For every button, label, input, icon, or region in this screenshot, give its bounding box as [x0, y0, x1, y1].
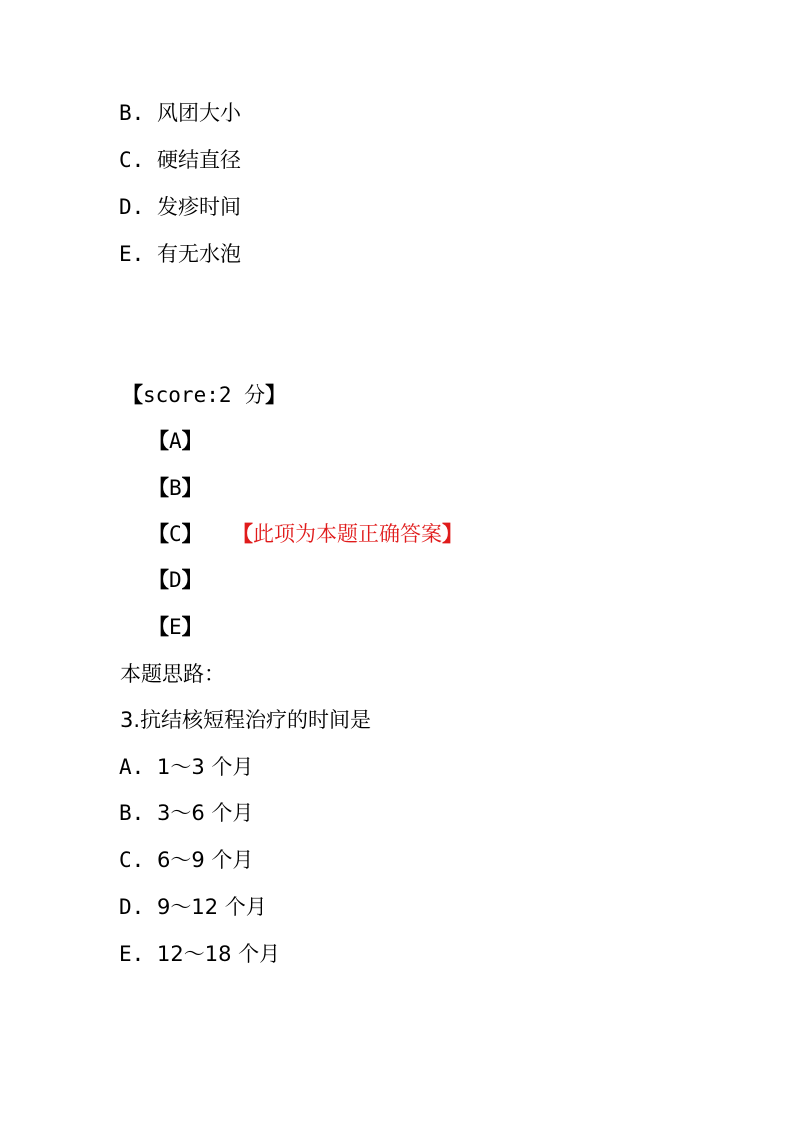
- key-open-bracket: 【: [148, 615, 169, 639]
- key-close-bracket: 】: [181, 476, 203, 500]
- key-open-bracket: 【: [148, 429, 169, 453]
- option-text: 发疹时间: [157, 195, 241, 219]
- correct-answer-mark: [232, 520, 463, 548]
- option-letter: B.: [119, 101, 145, 125]
- key-close-bracket: 】: [181, 568, 203, 592]
- option-letter: C.: [119, 848, 145, 872]
- option-letter: A.: [119, 755, 145, 779]
- answer-key-e: [148, 613, 203, 641]
- option-letter: E.: [119, 942, 145, 966]
- answer-key-c: [148, 520, 203, 548]
- option-letter: E.: [119, 242, 145, 266]
- key-close-bracket: 】: [181, 429, 203, 453]
- key-letter: B: [169, 476, 182, 500]
- option-c: [119, 146, 241, 174]
- option-text: 12～18 个月: [157, 942, 281, 966]
- option-letter: B.: [119, 801, 145, 825]
- key-letter: C: [169, 522, 182, 546]
- option-text: 硬结直径: [157, 148, 241, 172]
- key-close-bracket: 】: [181, 615, 203, 639]
- answer-key-b: [148, 474, 203, 502]
- analysis-label: 本题思路：: [120, 662, 225, 686]
- option-text: 1～3 个月: [157, 755, 254, 779]
- answer-key-d: [148, 566, 203, 594]
- option-letter: C.: [119, 148, 145, 172]
- key-close-bracket: 】: [181, 522, 203, 546]
- score-open-bracket: 【: [122, 383, 143, 407]
- option-e: [119, 240, 241, 268]
- score-label: [122, 381, 286, 409]
- option-text: 有无水泡: [157, 242, 241, 266]
- mark-open-bracket: 【: [232, 522, 253, 546]
- key-letter: E: [169, 615, 182, 639]
- q3-option-a: [119, 753, 253, 781]
- option-text: 6～9 个月: [157, 848, 254, 872]
- answer-key-a: [148, 427, 203, 455]
- option-letter: D.: [119, 895, 145, 919]
- option-d: [119, 193, 241, 221]
- q3-option-b: [119, 799, 253, 827]
- key-open-bracket: 【: [148, 522, 169, 546]
- option-b: [119, 99, 241, 127]
- key-letter: D: [169, 568, 182, 592]
- score-text: score:2 分: [143, 383, 266, 407]
- q3-option-e: [119, 940, 280, 968]
- correct-answer-text: 此项为本题正确答案: [253, 522, 442, 546]
- mark-close-bracket: 】: [442, 522, 463, 546]
- key-open-bracket: 【: [148, 568, 169, 592]
- question-stem: 3.抗结核短程治疗的时间是: [120, 708, 372, 732]
- key-letter: A: [169, 429, 182, 453]
- option-text: 风团大小: [157, 101, 241, 125]
- q3-option-d: [119, 893, 267, 921]
- score-close-bracket: 】: [265, 383, 287, 407]
- option-text: 3～6 个月: [157, 801, 254, 825]
- q3-option-c: [119, 846, 253, 874]
- option-text: 9～12 个月: [157, 895, 267, 919]
- option-letter: D.: [119, 195, 145, 219]
- key-open-bracket: 【: [148, 476, 169, 500]
